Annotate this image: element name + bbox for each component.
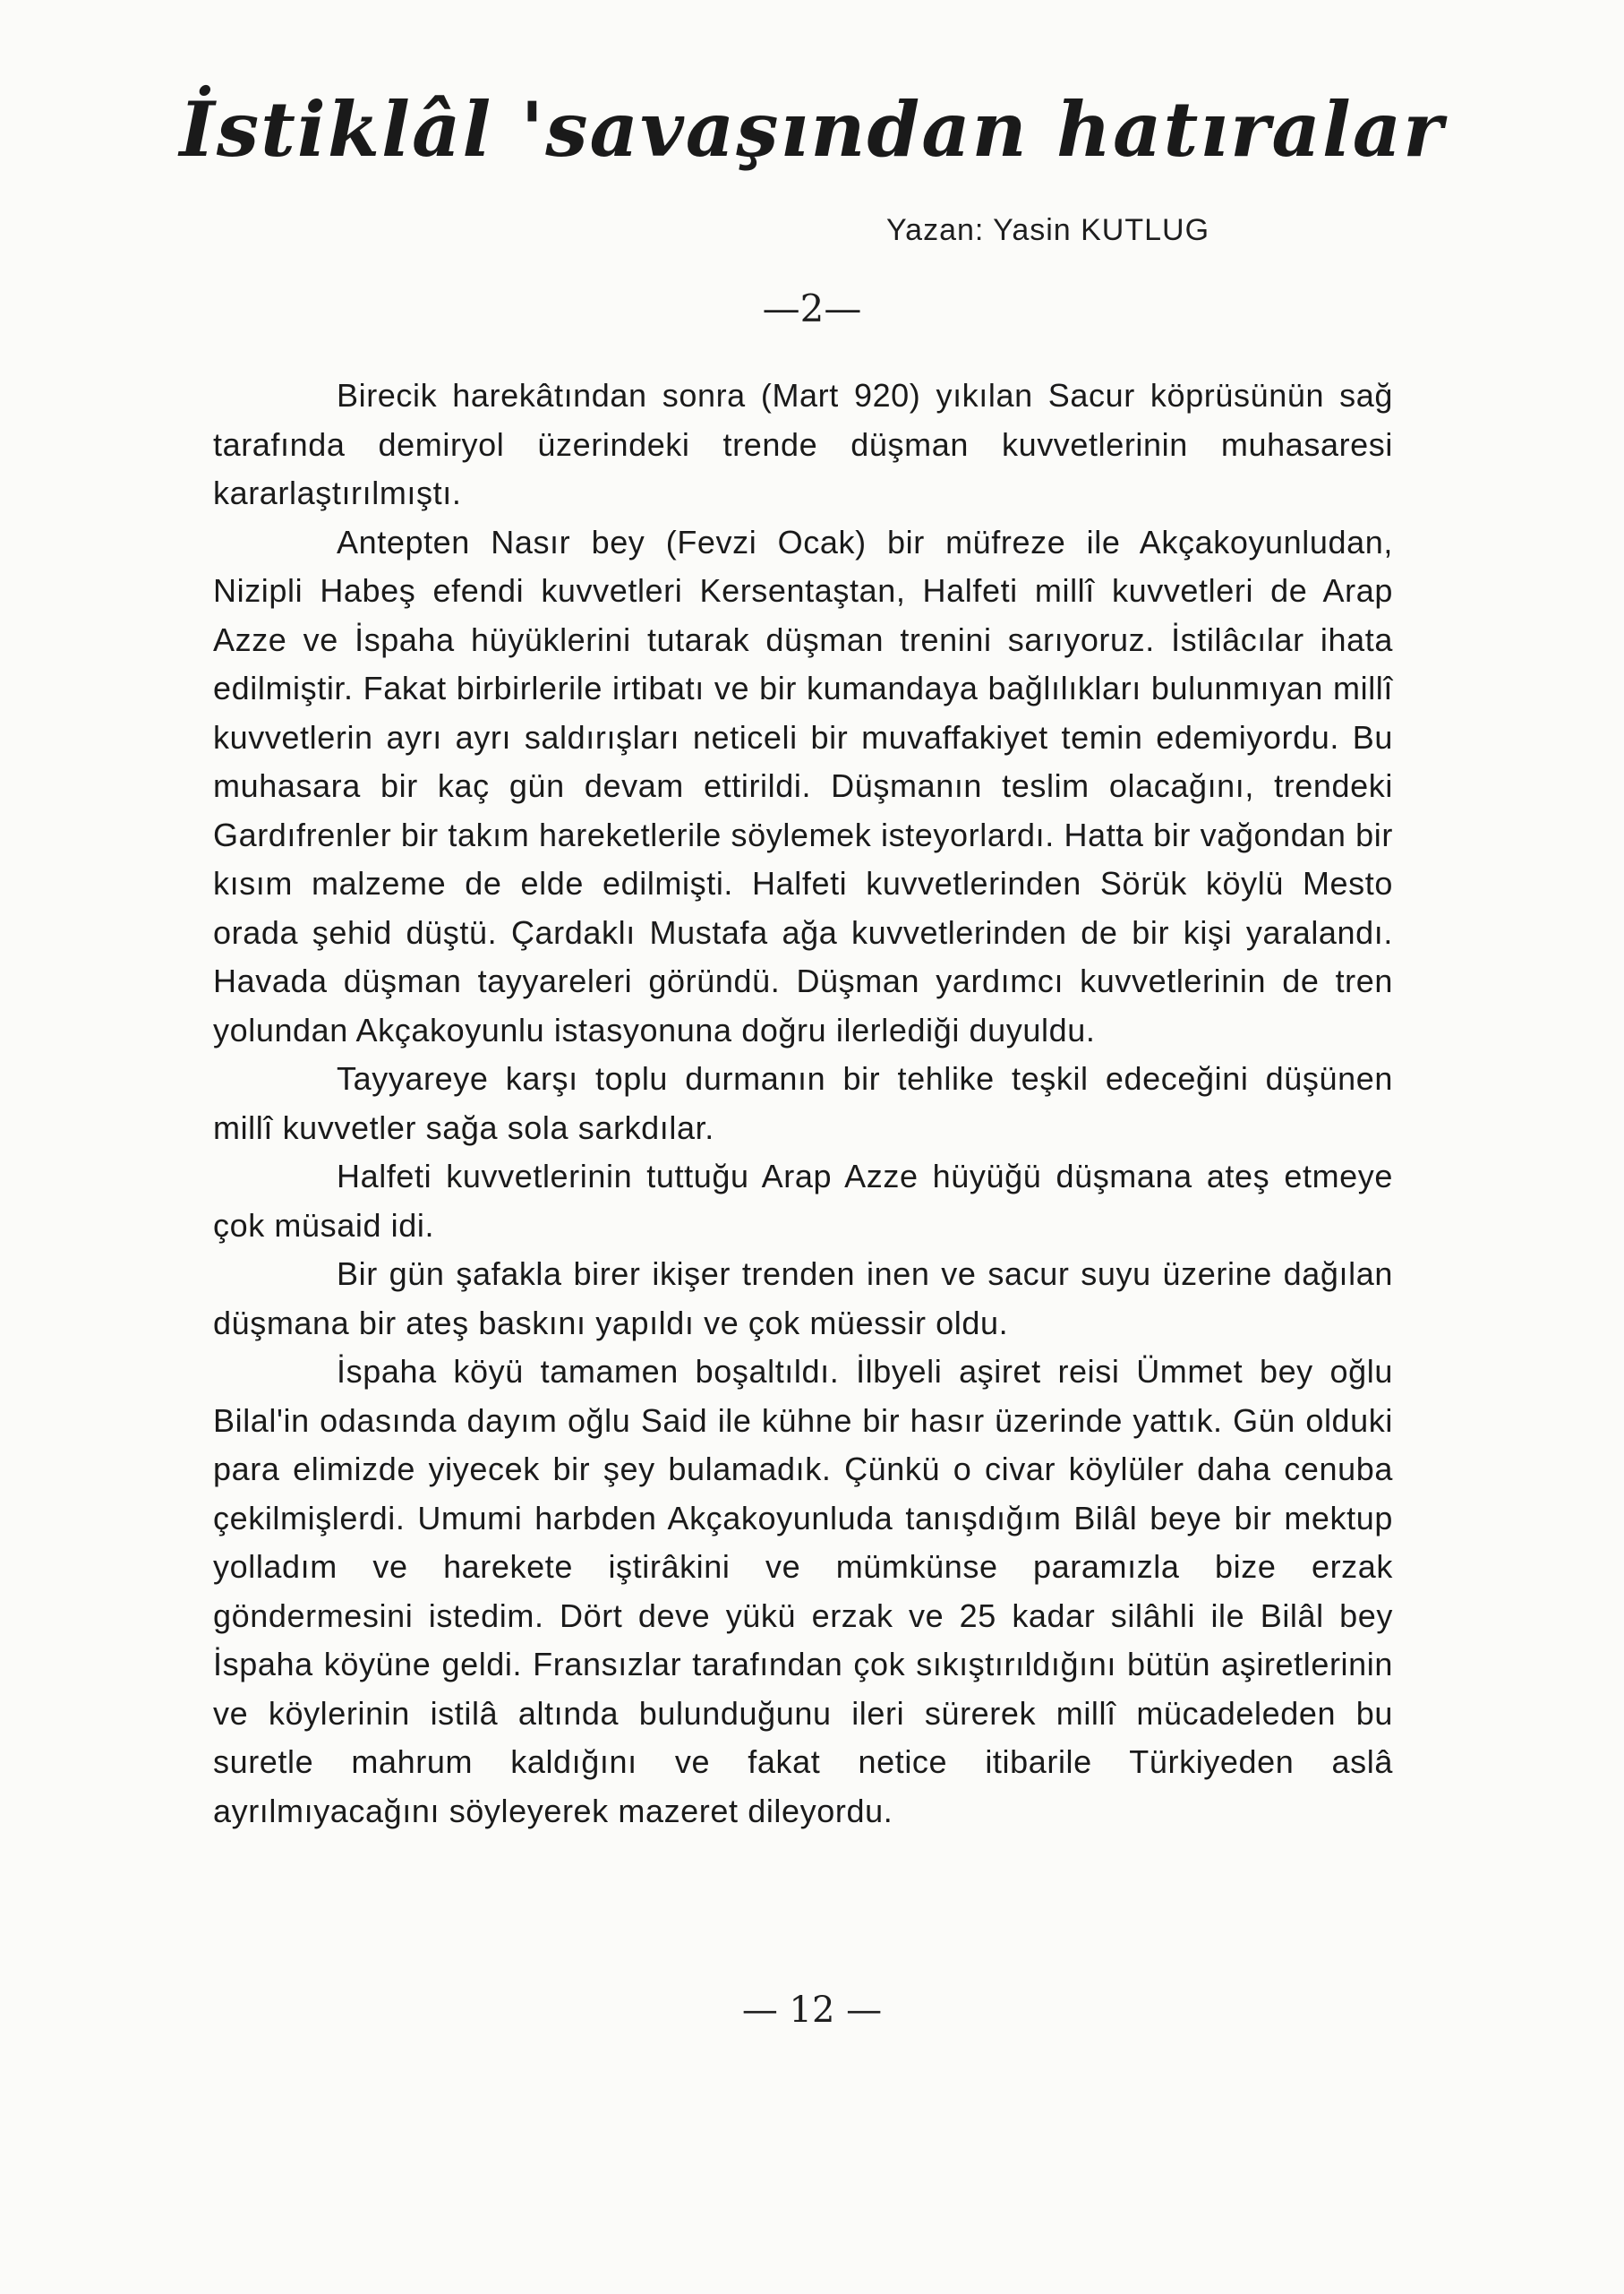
article-title: İstiklâl 'savaşından hatıralar <box>179 85 1445 174</box>
page-number: — 12 — <box>741 1990 883 2031</box>
paragraph: İspaha köyü tamamen boşaltıldı. İlbyeli aşiret reisi Ümmet bey oğlu Bilal'in odasında dayım oğlu Said ile kühne bir hasır üzerinde yattık. Gün olduki para elimizde yiyecek bir şey bulamadık. Çünkü o civar köylüler daha cenuba çekilmişlerdi. Umumi harbden Akçakoyunluda tanışdığım Bilâl beye bir mektup yolladım ve harekete iştirâkini ve mümkünse paramızla bize erzak göndermesini istedim. Dört deve yükü erzak ve 25 kadar silâhli ile Bilâl bey İspaha köyüne geldi. Fransızlar tarafından çok sıkıştırıldığını bütün aşiretlerinin ve köylerinin istilâ altında bulunduğunu ileri sürerek millî mücadeleden bu suretle mahrum kaldığını ve fakat netice itibarile Türkiyeden aslâ ayrılmıyacağını söyleyerek mazeret dileyordu. <box>213 1353 1393 1829</box>
article-body <box>213 372 1393 1836</box>
paragraph: Bir gün şafakla birer ikişer trenden inen ve sacur suyu üzerine dağılan düşmana bir ateş baskını yapıldı ve çok müessir oldu. <box>213 1255 1393 1341</box>
paragraph: Halfeti kuvvetlerinin tuttuğu Arap Azze hüyüğü düşmana ateş etmeye çok müsaid idi. <box>213 1158 1393 1244</box>
part-number: —2— <box>762 287 862 330</box>
author-byline: Yazan: Yasin KUTLUG <box>886 213 1210 247</box>
paragraph: Birecik harekâtından sonra (Mart 920) yıkılan Sacur köprüsünün sağ tarafında demiryol üzerindeki trende düşman kuvvetlerinin muhasaresi kararlaştırılmıştı. <box>213 377 1393 511</box>
paragraph: Antepten Nasır bey (Fevzi Ocak) bir müfreze ile Akçakoyunludan, Nizipli Habeş efendi kuvvetleri Kersentaştan, Halfeti millî kuvvetleri de Arap Azze ve İspaha hüyüklerini tutarak düşman trenini sarıyoruz. İstilâcılar ihata edilmiştir. Fakat birbirlerile irtibatı ve bir kumandaya bağlılıkları bulunmıyan millî kuvvetlerin ayrı ayrı saldırışları neticeli bir muvaffakiyet temin edemiyordu. Bu muhasara bir kaç gün devam ettirildi. Düşmanın teslim olacağını, trendeki Gardıfrenler bir takım hareketlerile söylemek isteyorlardı. Hatta bir vağondan bir kısım malzeme de elde edilmişti. Halfeti kuvvetlerinden Sörük köylü Mesto orada şehid düştü. Çardaklı Mustafa ağa kuvvetlerinden de bir kişi yaralandı. Havada düşman tayyareleri göründü. Düşman yardımcı kuvvetlerinin de tren yolundan Akçakoyunlu istasyonuna doğru ilerlediği duyuldu. <box>213 523 1393 1049</box>
paragraph: Tayyareye karşı toplu durmanın bir tehlike teşkil edeceğini düşünen millî kuvvetler sağa sola sarkdılar. <box>213 1060 1393 1146</box>
